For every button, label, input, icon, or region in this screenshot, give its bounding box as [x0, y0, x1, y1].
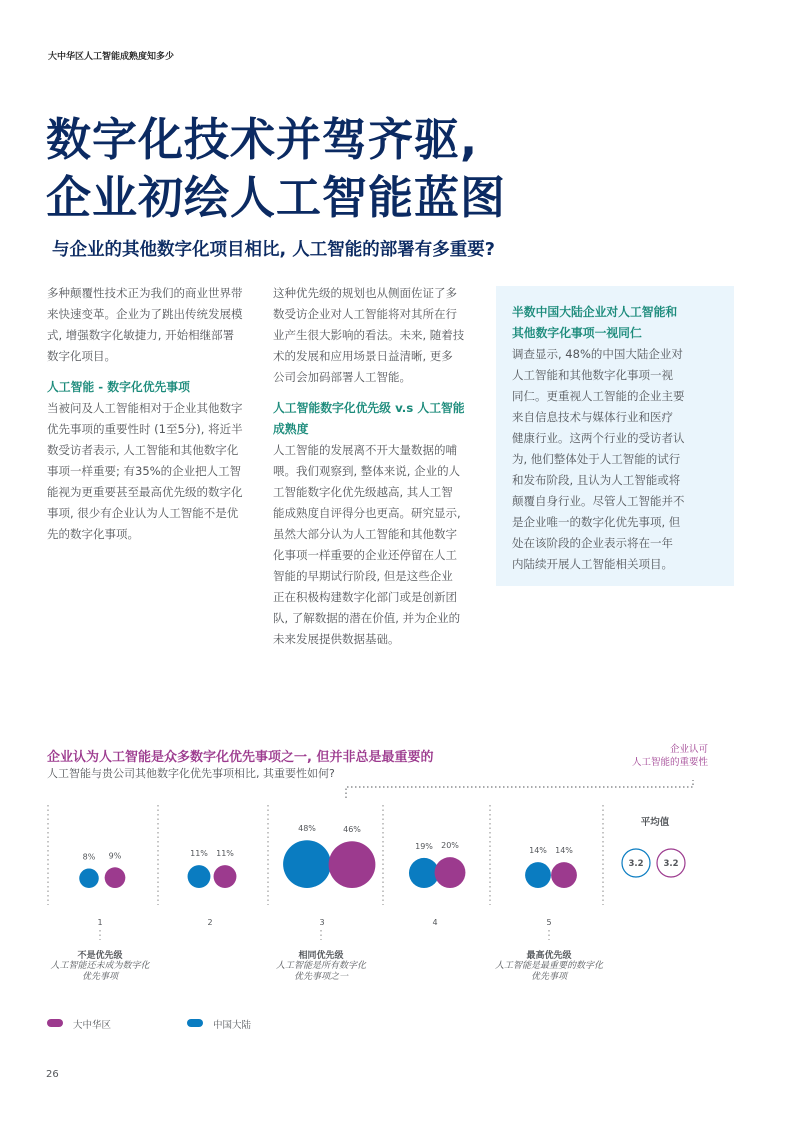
sidebar-line: 内陆续开展人工智能相关项目。	[512, 557, 673, 571]
caption-title: 相同优先级	[298, 951, 344, 961]
chart-note-line: 企业认可	[669, 744, 708, 755]
page-subtitle: 与企业的其他数字化项目相比, 人工智能的部署有多重要?	[52, 240, 495, 260]
column-2	[273, 283, 483, 650]
average-label: 平均值	[640, 817, 670, 828]
col2-line: 队, 了解数据的潜在价值, 并为企业的	[273, 611, 461, 625]
bubble-value-label: 14%	[529, 846, 547, 856]
score-axis-label: 2	[207, 918, 213, 927]
running-header: 大中华区人工智能成熟度知多少	[48, 52, 175, 62]
col2-line: 术的发展和应用场景日益清晰, 更多	[273, 349, 453, 363]
score-axis-label: 5	[546, 918, 552, 927]
col2-line: 公司会加码部署人工智能。	[273, 370, 411, 384]
sidebar-line: 健康行业。这两个行业的受访者认	[512, 431, 685, 445]
bubble-mainland-china-score-4	[409, 858, 439, 888]
caption-desc-line: 人工智能是最重要的数字化	[494, 961, 603, 971]
bubble-mainland-china-score-1	[79, 868, 99, 888]
col2-line: 业产生很大影响的看法。未来, 随着技	[273, 328, 465, 342]
col2-line: 这种优先级的规划也从侧面佐证了多	[273, 286, 457, 300]
sidebar-line: 和发布阶段, 且认为人工智能或将	[512, 473, 681, 487]
bubble-mainland-china-score-3	[283, 840, 331, 888]
col2-line: 人工智能的发展离不开大量数据的哺	[273, 443, 457, 457]
col2-line: 能成熟度自评得分也更高。研究显示,	[273, 506, 461, 520]
col2-line: 未来发展提供数据基础。	[273, 632, 400, 646]
caption-desc-line: 优先事项之一	[293, 972, 348, 982]
col2-line: 工智能数字化优先级越高, 其人工智	[273, 485, 453, 499]
caption-score-1	[40, 948, 160, 983]
sidebar-line: 调查显示, 48%的中国大陆企业对	[512, 347, 683, 361]
sidebar-line: 是企业唯一的数字化优先事项, 但	[512, 515, 681, 529]
bubble-value-label: 11%	[216, 849, 234, 859]
sidebar-line: 颠覆自身行业。尽管人工智能并不	[512, 494, 685, 508]
col2-line: 喂。我们观察到, 整体来说, 企业的人	[273, 464, 461, 478]
sidebar-line: 为, 他们整体处于人工智能的试行	[512, 452, 681, 466]
score-axis-label: 4	[432, 918, 438, 927]
column-1	[47, 283, 262, 545]
bubble-greater-china-score-1	[105, 867, 126, 888]
sidebar-box	[496, 286, 734, 586]
bubble-value-label: 48%	[298, 824, 316, 834]
bubble-value-label: 9%	[108, 851, 122, 861]
sidebar-heading-line: 其他数字化事项一视同仁	[512, 326, 642, 340]
caption-desc-line: 人工智能是所有数字化	[275, 961, 366, 971]
sidebar-line: 处在该阶段的企业表示将在一年	[512, 536, 673, 550]
bubble-value-label: 20%	[441, 841, 459, 851]
bubble-mainland-china-score-2	[188, 865, 211, 888]
col2-heading-line: 成熟度	[273, 422, 309, 436]
bubble-mainland-china-score-5	[525, 862, 551, 888]
col2-line: 智能的早期试行阶段, 但是这些企业	[273, 569, 453, 583]
sidebar-heading-line: 半数中国大陆企业对人工智能和	[512, 305, 678, 319]
bubble-value-label: 14%	[555, 846, 573, 856]
legend-label-mainland-china: 中国大陆	[213, 1020, 252, 1031]
col1-line: 先的数字化事项。	[47, 527, 139, 541]
col2-line: 化事项一样重要的企业还停留在人工	[273, 548, 457, 562]
col2-line: 虽然大部分认为人工智能和其他数字	[273, 527, 457, 541]
col1-line: 事项一样重要; 有35%的企业把人工智	[47, 464, 242, 478]
col2-line: 正在积极构建数字化部门或是创新团	[273, 590, 457, 604]
bubble-greater-china-score-4	[435, 857, 466, 888]
bubble-value-label: 8%	[82, 852, 96, 862]
col1-line: 来快速变革。企业为了跳出传统发展模	[47, 307, 243, 321]
col1-line: 当被问及人工智能相对于企业其他数字	[47, 401, 243, 415]
chart-note	[600, 743, 708, 769]
chart-subtitle: 人工智能与贵公司其他数字化优先事项相比, 其重要性如何?	[47, 767, 335, 780]
legend-swatch-greater-china	[47, 1019, 63, 1027]
average-value: 3.2	[663, 859, 679, 869]
col1-line: 多种颠覆性技术正为我们的商业世界带	[47, 286, 243, 300]
caption-score-3	[261, 948, 381, 983]
col1-line: 事项, 很少有企业认为人工智能不是优	[47, 506, 239, 520]
score-axis-label: 1	[97, 918, 103, 927]
chart-note-line: 人工智能的重要性	[631, 757, 708, 768]
col1-line: 式, 增强数字化敏捷力, 开始相继部署	[47, 328, 235, 342]
caption-desc-line: 优先事项	[81, 972, 118, 982]
bubble-value-label: 19%	[415, 841, 433, 851]
caption-title: 最高优先级	[526, 951, 572, 961]
col2-heading-line: 人工智能数字化优先级 v.s 人工智能	[273, 401, 465, 415]
chart-title: 企业认为人工智能是众多数字化优先事项之一, 但并非总是最重要的	[47, 750, 434, 765]
col1-heading: 人工智能 - 数字化优先事项	[47, 380, 190, 394]
bubble-value-label: 11%	[190, 849, 208, 859]
col1-line: 数受访者表示, 人工智能和其他数字化	[47, 443, 239, 457]
col1-line: 能视为更重要甚至最高优先级的数字化	[47, 485, 243, 499]
bubble-greater-china-score-3	[329, 841, 376, 888]
page-title-line-2: 企业初绘人工智能蓝图	[46, 171, 507, 224]
sidebar-line: 人工智能和其他数字化事项一视	[512, 368, 673, 382]
page-number: 26	[46, 1069, 59, 1080]
average-value: 3.2	[628, 859, 644, 869]
col2-line: 数受访企业对人工智能将对其所在行	[273, 307, 457, 321]
bubble-greater-china-score-5	[551, 862, 577, 888]
caption-score-5	[484, 948, 614, 983]
sidebar-line: 来自信息技术与媒体行业和医疗	[512, 410, 673, 424]
page-title-line-1: 数字化技术并驾齐驱,	[46, 113, 479, 166]
col1-line: 优先事项的重要性时 (1至5分), 将近半	[47, 422, 243, 436]
legend-swatch-mainland-china	[187, 1019, 203, 1027]
bubble-value-label: 46%	[343, 825, 361, 835]
bubble-chart	[0, 780, 793, 940]
sidebar-line: 同仁。更重视人工智能的企业主要	[512, 389, 685, 403]
legend-label-greater-china: 大中华区	[73, 1020, 112, 1031]
caption-title: 不是优先级	[77, 951, 123, 961]
caption-desc-line: 优先事项	[530, 972, 567, 982]
score-axis-label: 3	[319, 918, 325, 927]
caption-desc-line: 人工智能还未成为数字化	[50, 961, 150, 971]
bubble-greater-china-score-2	[214, 865, 237, 888]
col1-line: 数字化项目。	[47, 349, 116, 363]
